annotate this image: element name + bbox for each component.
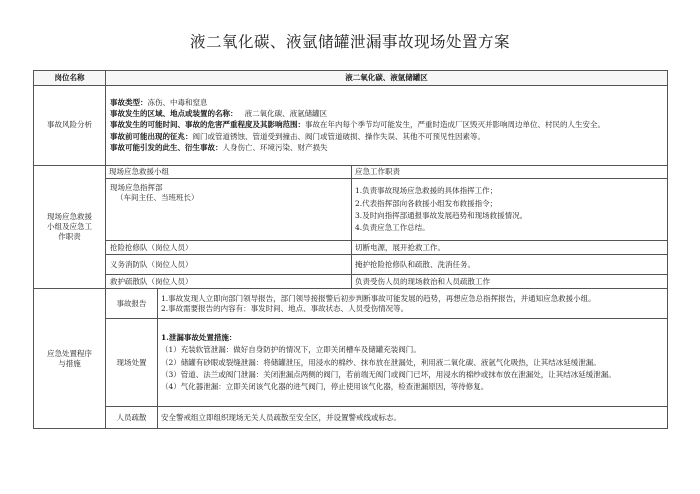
duty-item: 3.及时向指挥部通报事故发展趋势和现场救援情况。: [355, 210, 528, 220]
team-duty: 负责受伤人员的现场救治和人员疏散工作: [352, 275, 668, 289]
onsite-heading: 1.泄漏事故处置措施：: [161, 333, 237, 343]
team-name: 义务消防队（岗位人员）: [106, 255, 352, 275]
commander-duties: [352, 179, 668, 241]
org-duty-header: 应急工作职责: [352, 166, 668, 179]
risk-item: [110, 120, 663, 130]
onsite-step: （4）气化器泄漏：立即关闭该气化器的进气阀门，停止使用该气化器，检查泄漏原因，等待修复。: [161, 381, 489, 391]
procedure-label-line: 与措施: [58, 358, 81, 368]
risk-item-key: 事故发生的区域、地点或装置的名称：: [110, 109, 238, 119]
duty-item: 4.负责应急工作总结。: [355, 222, 430, 232]
procedure-label-line: 应急处置程序: [47, 348, 92, 358]
team-duty: 切断电源，展开抢救工作。: [352, 241, 668, 255]
risk-item-key: 事故可能引发的此生、衍生事故：: [110, 142, 223, 152]
procedure-section-label: [34, 289, 106, 429]
onsite-row: [34, 319, 668, 407]
commander-title: 现场应急指挥部: [110, 183, 163, 193]
org-section-label: [34, 166, 106, 289]
disposal-plan-table: [33, 70, 668, 429]
risk-item: [110, 98, 663, 108]
org-label-line: 作职责: [58, 232, 81, 242]
onsite-step: （2）储罐有砂眼或裂缝泄漏：将储罐泄压，用浸水的棉纱、抹布放在泄漏处，利用液二氧化碳、液氩气化吸热，让其结冰延缓泄漏。: [161, 357, 601, 367]
risk-item-key: 事故发生的可能时间、事故的危害严重程度及其影响范围：: [110, 120, 305, 130]
page-title: 液二氧化碳、液氩储罐泄漏事故现场处置方案: [189, 33, 510, 51]
team-row: [34, 255, 668, 275]
table-header-row: [34, 71, 668, 86]
team-row: [34, 241, 668, 255]
org-header-row: [34, 166, 668, 179]
post-name-header: 岗位名称: [34, 71, 106, 86]
risk-item-value: 人身伤亡、环境污染、财产损失: [222, 142, 328, 152]
report-row: [34, 289, 668, 319]
evacuation-content: 安全警戒组立即组织现场无关人员疏散至安全区，并设置警戒线或标志。: [158, 407, 668, 429]
onsite-step: （1）充装软管泄漏：做好自身防护的情况下，立即关闭槽车及储罐充装阀门。: [161, 345, 421, 355]
commander-cell: [106, 179, 352, 241]
report-label: 事故报告: [106, 289, 158, 319]
report-content: [158, 289, 668, 319]
risk-analysis-label: 事故风险分析: [34, 86, 106, 166]
org-label-line: 现场应急救援: [47, 211, 92, 221]
risk-analysis-row: [34, 86, 668, 166]
evacuation-label: 人员疏散: [106, 407, 158, 429]
risk-item: [110, 109, 663, 119]
risk-analysis-content: [106, 86, 668, 166]
onsite-label: 现场处置: [106, 319, 158, 407]
duty-item: 1.负责事故现场应急救援的具体指挥工作；: [355, 186, 498, 196]
org-label-line: 小组及应急工: [47, 222, 92, 231]
report-line: 1.事故发现人立即向部门领导报告，部门领导接报警后初步判断事故可能发展的趋势，再想应急总指挥报告，并通知应急救援小组。: [161, 293, 596, 303]
duty-item: 2.代表指挥部向各救援小组发布救援指令；: [355, 198, 498, 208]
team-name: 救护疏散队（岗位人员）: [106, 275, 352, 289]
risk-item-value: 冻伤、中毒和窒息: [147, 98, 208, 108]
post-name-value: 液二氧化碳、液氩储罐区: [106, 71, 668, 86]
team-duty: 掩护抢险抢修队和疏散、洗消任务。: [352, 255, 668, 275]
risk-item-key: 事故类型：: [110, 98, 148, 108]
risk-item-value: 阀门或管道锈蚀、管道受到撞击、阀门或管道破损、操作失误、其他不可预见性因素等。: [192, 131, 485, 141]
commander-members: （车间主任、当班班长）: [116, 193, 199, 203]
onsite-content: [158, 319, 668, 407]
commander-row: [34, 179, 668, 241]
onsite-step: （3）管道、法兰或阀门泄漏：关闭泄漏点两侧的阀门，若前端无阀门或阀门已坏，用浸水的棉纱或抹布放在泄漏处，让其结冰延缓泄漏。: [161, 369, 616, 379]
risk-item-value: 液二氧化碳、液氩储罐区: [244, 109, 328, 119]
team-name: 抢险抢修队（岗位人员）: [106, 241, 352, 255]
team-row: [34, 275, 668, 289]
risk-item: [110, 143, 663, 153]
report-line: 2.事故需要报告的内容有：事发时间、地点、事故状态、人员受伤情况等。: [161, 303, 409, 313]
risk-item-value: 事故在年内每个季节均可能发生，严重时造成厂区毁灭并影响周边单位、村民的人生安全。: [305, 120, 605, 130]
risk-item: [110, 132, 663, 142]
risk-item-key: 事故前可能出现的征兆：: [110, 131, 193, 141]
org-group-header: 现场应急救援小组: [106, 166, 352, 179]
evacuation-row: [34, 407, 668, 429]
